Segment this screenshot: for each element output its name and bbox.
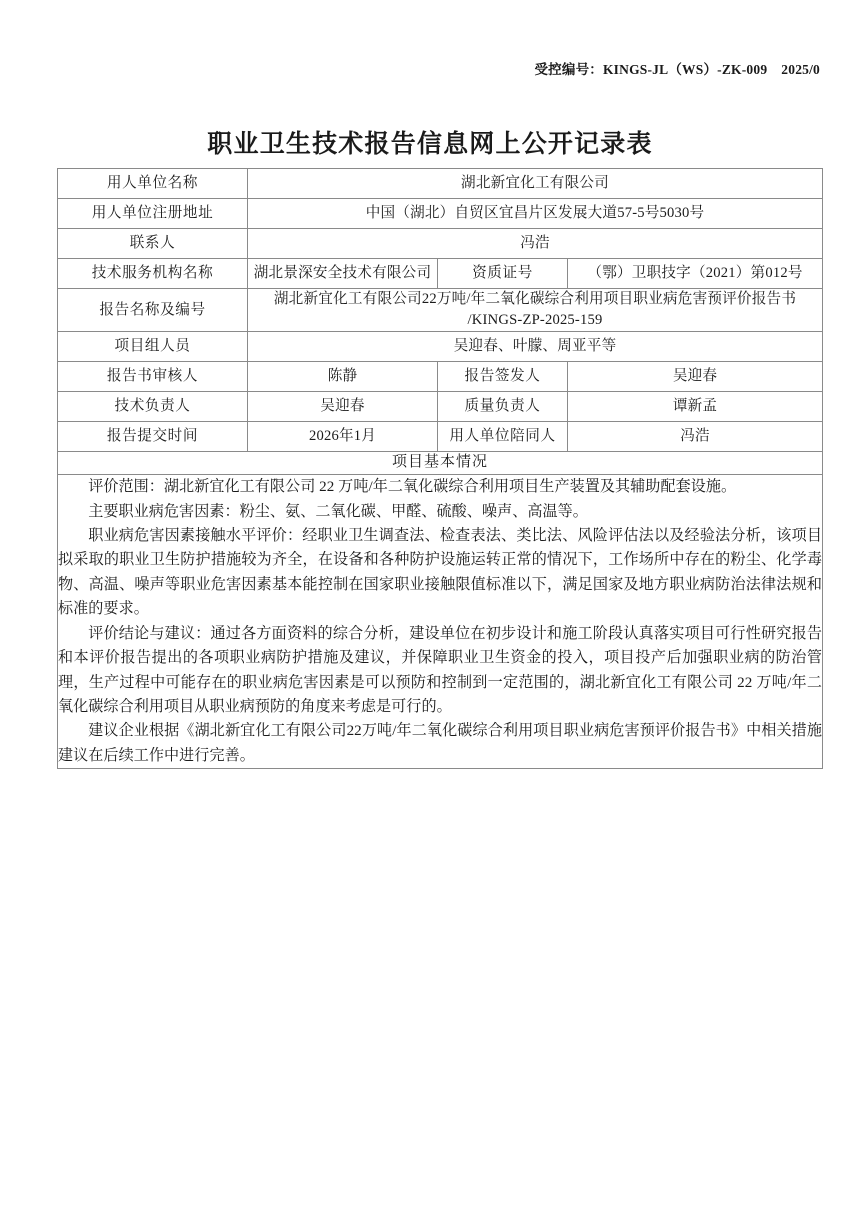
row-label-quality-director: 质量负责人 — [438, 392, 568, 422]
row-value-contact-person: 冯浩 — [248, 229, 823, 259]
row-label-employer-escort: 用人单位陪同人 — [438, 422, 568, 452]
row-label-report-reviewer: 报告书审核人 — [58, 362, 248, 392]
row-value-submission-time: 2026年1月 — [248, 422, 438, 452]
table-row — [58, 362, 823, 392]
page-title: 职业卫生技术报告信息网上公开记录表 — [207, 129, 653, 158]
control-number-value: KINGS-JL（WS）-ZK-009 — [602, 62, 768, 77]
row-label-qualification-number: 资质证号 — [438, 259, 568, 289]
disclosure-record-table — [57, 168, 823, 769]
table-row — [58, 229, 823, 259]
project-overview-body — [58, 475, 823, 769]
row-label-registered-address: 用人单位注册地址 — [58, 199, 248, 229]
row-value-quality-director: 谭新孟 — [568, 392, 823, 422]
row-value-technical-director: 吴迎春 — [248, 392, 438, 422]
row-value-project-team: 吴迎春、叶朦、周亚平等 — [248, 332, 823, 362]
table-row — [58, 422, 823, 452]
control-number-label: 受控编号： — [534, 62, 603, 77]
report-name-line-1: 湖北新宜化工有限公司22万吨/年二氧化碳综合利用项目职业病危害预评价报告书 — [273, 291, 797, 307]
table-row — [58, 332, 823, 362]
report-name-line-2: /KINGS-ZP-2025-159 — [467, 312, 603, 329]
row-value-employer-name: 湖北新宜化工有限公司 — [248, 169, 823, 199]
table-row — [58, 169, 823, 199]
row-value-report-issuer: 吴迎春 — [568, 362, 823, 392]
row-label-technical-director: 技术负责人 — [58, 392, 248, 422]
table-row — [58, 259, 823, 289]
revision-value: 2025/0 — [781, 62, 820, 77]
row-label-submission-time: 报告提交时间 — [58, 422, 248, 452]
row-value-qualification-number: （鄂）卫职技字（2021）第012号 — [568, 259, 823, 289]
row-label-report-issuer: 报告签发人 — [438, 362, 568, 392]
paragraph-enterprise-suggestion: 建议企业根据《湖北新宜化工有限公司22万吨/年二氧化碳综合利用项目职业病危害预评价报告书》中相关措施建议在后续工作中进行完善。 — [58, 723, 823, 764]
table-row — [58, 452, 823, 475]
row-label-contact-person: 联系人 — [58, 229, 248, 259]
row-value-employer-escort: 冯浩 — [568, 422, 823, 452]
section-heading-project-overview: 项目基本情况 — [58, 452, 823, 475]
paragraph-conclusion-recommendation: 评价结论与建议：通过各方面资料的综合分析，建设单位在初步设计和施工阶段认真落实项目可行性研究报告和本评价报告提出的各项职业病防护措施及建议，并保障职业卫生资金的投入，项目投产后加强职业病的防治管理，生产过程中可能存在的职业病危害因素是可以预防和控制到一定范围的，湖北新宜化工有限公司 22 万吨/年二氧化碳综合利用项目从职业病预防的角度来考虑是可行的。 — [58, 625, 823, 715]
paragraph-scope: 评价范围：湖北新宜化工有限公司 22 万吨/年二氧化碳综合利用项目生产装置及其辅助配套设施。 — [88, 479, 737, 496]
control-number-header — [534, 58, 820, 78]
row-label-project-team: 项目组人员 — [58, 332, 248, 362]
row-label-employer-name: 用人单位名称 — [58, 169, 248, 199]
table-row — [58, 475, 823, 769]
row-value-report-reviewer: 陈静 — [248, 362, 438, 392]
table-row — [58, 199, 823, 229]
paragraph-main-hazards: 主要职业病危害因素：粉尘、氨、二氧化碳、甲醛、硫酸、噪声、高温等。 — [88, 503, 588, 520]
row-label-report-name-number: 报告名称及编号 — [58, 289, 248, 332]
row-value-registered-address: 中国（湖北）自贸区宜昌片区发展大道57-5号5030号 — [248, 199, 823, 229]
row-value-service-org-name: 湖北景深安全技术有限公司 — [248, 259, 438, 289]
row-value-report-name-number — [248, 289, 823, 332]
table-row — [58, 392, 823, 422]
row-label-service-org-name: 技术服务机构名称 — [58, 259, 248, 289]
paragraph-exposure-evaluation: 职业病危害因素接触水平评价：经职业卫生调查法、检查表法、类比法、风险评估法以及经验法分析，该项目拟采取的职业卫生防护措施较为齐全，在设备和各种防护设施运转正常的情况下，工作场所中存在的粉尘、化学毒物、高温、噪声等职业危害因素基本能控制在国家职业接触限值标准以下，满足国家及地方职业病防治法律法规和标准的要求。 — [58, 527, 823, 618]
table-row — [58, 289, 823, 332]
